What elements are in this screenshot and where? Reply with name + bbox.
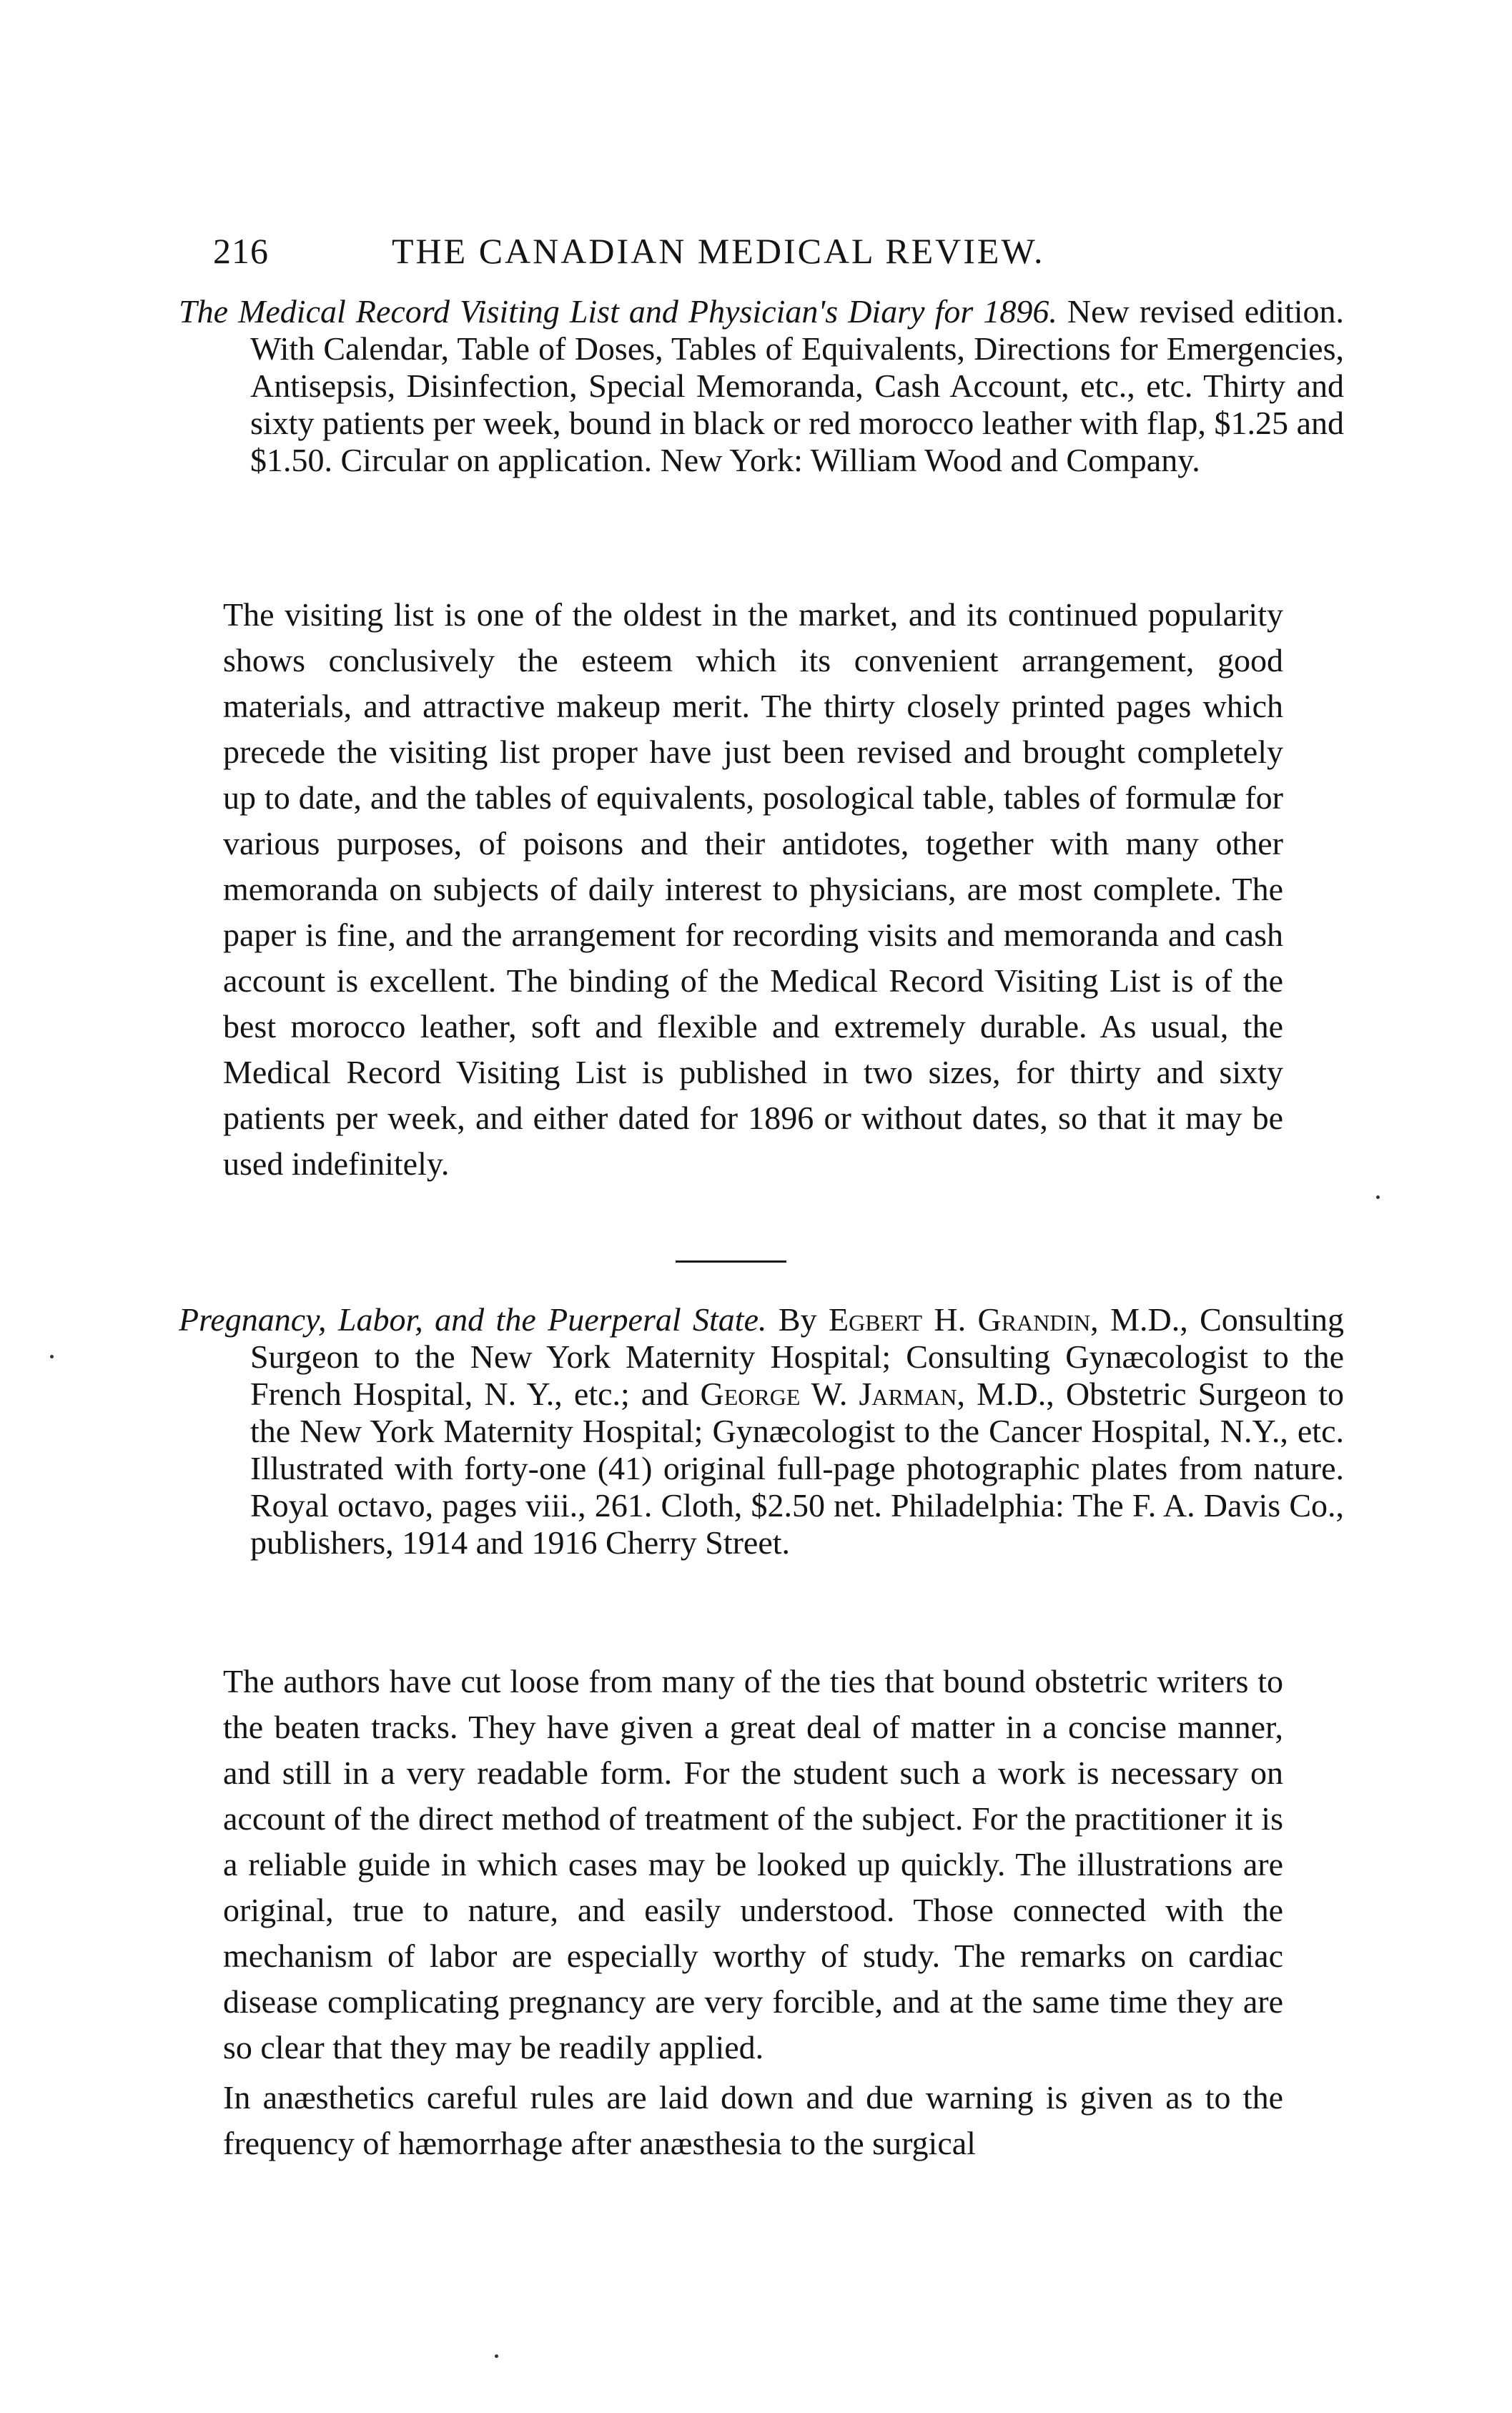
author-name: Egbert H. Grandin, [828,1301,1099,1338]
running-head [213,230,1300,280]
review-medical-record [223,592,1283,1187]
journal-title: THE CANADIAN MEDICAL REVIEW. [392,231,1045,271]
review-pregnancy [223,1659,1283,2166]
book-entry-pregnancy [179,1301,1344,1561]
author-name: George W. Jarman, [700,1376,965,1412]
review-paragraph: The authors have cut loose from many of the ties that bound obstetric writers to the beaten tracks. They have given a great deal of matter in a concise manner, and still in a very readable form. For the student such a work is necessary on account of the direct method of treatment of the subject. For the practitioner it is a reliable guide in which cases may be looked up quickly. The illustrations are original, true to nature, and easily understood. Those connected with the mechanism of labor are especially worthy of study. The remarks on cardiac disease complicating pregnancy are very forcible, and at the same time they are so clear that they may be readily applied. [223,1663,1283,2066]
review-paragraph: In anæsthetics careful rules are laid down and due warning is given as to the frequency of hæmorrhage after anæsthesia to the surgical [223,2079,1283,2161]
author-details: M.D., Obstetric Surgeon to the New York Maternity Hospital; Gynæcologist to the Cancer Hospital, N.Y., etc. Illustrated with forty-one (41) original full-page photographic plates from nature. Royal octavo, pages viii., 261. Cloth, $2.50 net. Philadelphia: The F. A. Davis Co., publishers, 1914 and 1916 Cherry Street. [250,1376,1344,1561]
author-details: M.D., Consulting Surgeon to the New York Maternity Hospital; Consulting Gynæcologist to the French Hospital, N. Y., etc.; and [250,1301,1345,1412]
book-details: New revised edition. With Calendar, Table of Doses, Tables of Equivalents, Directions for Emergencies, Antisepsis, Disinfection, Special Memoranda, Cash Account, etc., etc. Thirty and sixty patients per week, bound in black or red morocco leather with flap, $1.25 and $1.50. Circular on application. New York: William Wood and Company. [250,293,1345,478]
print-speck [1376,1195,1380,1199]
book-title: The Medical Record Visiting List and Physician's Diary for 1896. [179,293,1057,330]
print-speck [50,1355,54,1358]
print-speck [495,2354,498,2358]
book-by: By [778,1301,817,1338]
section-divider [676,1260,786,1263]
book-entry-medical-record [179,293,1344,479]
book-title: Pregnancy, Labor, and the Puerperal State. [179,1301,767,1338]
page-number: 216 [213,231,269,271]
review-paragraph: The visiting list is one of the oldest in the market, and its continued popularity shows conclusively the esteem which its convenient arrangement, good materials, and attractive makeup merit. The thirty closely printed pages which precede the visiting list proper have just been revised and brought completely up to date, and the tables of equivalents, posological table, tables of formulæ for various purposes, of poisons and their antidotes, together with many other memoranda on subjects of daily interest to physicians, are most complete. The paper is fine, and the arrangement for recording visits and memoranda and cash account is excellent. The binding of the Medical Record Visiting List is of the best morocco leather, soft and flexible and extremely durable. As usual, the Medical Record Visiting List is published in two sizes, for thirty and sixty patients per week, and either dated for 1896 or without dates, so that it may be used indefinitely. [223,596,1283,1182]
